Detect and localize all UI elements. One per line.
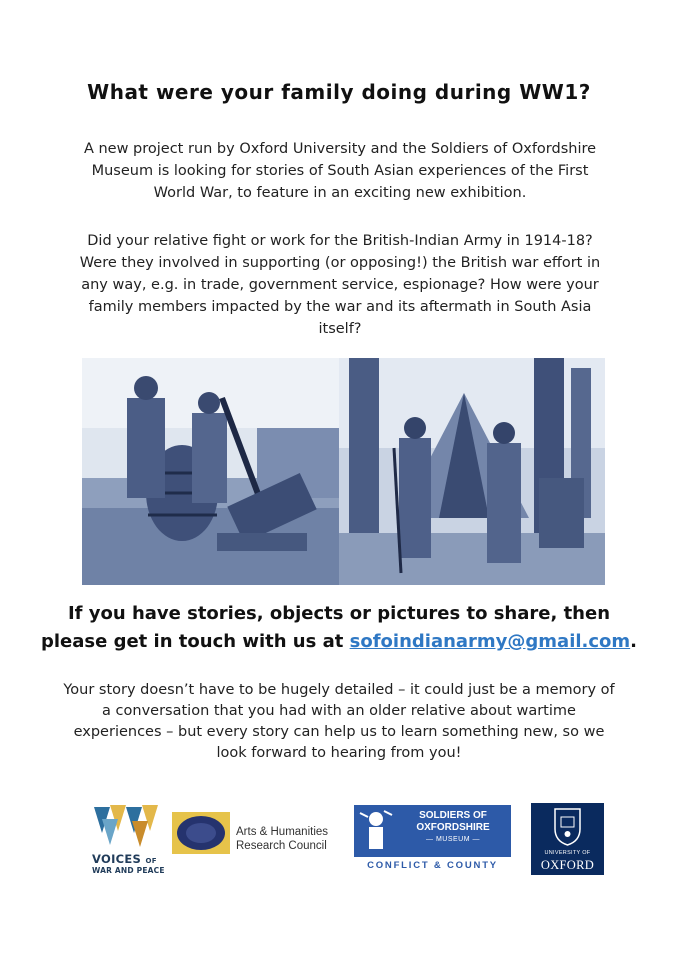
soldiers-of-oxfordshire-museum-logo: [354, 805, 512, 873]
cta-text: If you have stories, objects or pictures to share, then please get in touch with us at: [40, 603, 611, 652]
voices-logo-of: OF: [145, 857, 157, 865]
closing-paragraph: Your story doesn’t have to be hugely detailed – it could just be a memory of a conversation that you had with an older relative about wartime experiences – but every story can help us to learn something new, so we look forward to hearing from you!: [63, 682, 615, 761]
ahrc-emblem-icon: [172, 812, 230, 854]
sofo-logo-line1: SOLDIERS OF: [419, 810, 487, 821]
oxford-crest-icon: [531, 803, 604, 849]
oxford-logo-line1: UNIVERSITY OF: [544, 850, 591, 856]
voices-logo-line1: VOICES: [92, 852, 142, 866]
ahrc-logo: [172, 812, 352, 862]
page-title: What were your family doing during WW1?: [87, 80, 591, 104]
cta-end: .: [630, 631, 638, 652]
intro-paragraph: A new project run by Oxford University and the Soldiers of Oxfordshire Museum is looking for stories of South Asian experiences of the First World War, to feature in an exciting new exhibition.: [83, 141, 597, 201]
sofo-logo-line3: — MUSEUM —: [426, 836, 480, 843]
photo-soldiers-with-barrel: [82, 358, 339, 585]
oxford-logo-line2: OXFORD: [540, 858, 595, 872]
ahrc-logo-line2: Research Council: [236, 840, 327, 852]
email-link[interactable]: sofoindianarmy@gmail.com: [349, 631, 631, 652]
call-to-action: [40, 600, 638, 656]
sofo-logo-tagline: CONFLICT & COUNTY: [367, 860, 498, 871]
voices-of-war-and-peace-logo: [92, 803, 165, 875]
voices-logo-line2: WAR AND PEACE: [92, 866, 165, 875]
question-paragraph: Did your relative fight or work for the British-Indian Army in 1914-18? Were they involved in supporting (or opposing!) the British war effort in any way, e.g. in trade, government service, espionage? How were your family members impacted by the war and its aftermath in South Asia itself?: [79, 233, 601, 337]
university-of-oxford-logo: [531, 803, 604, 875]
soldier-silhouette-icon: [354, 805, 398, 857]
sofo-logo-line2: OXFORDSHIRE: [416, 822, 490, 833]
ahrc-logo-line1: Arts & Humanities: [236, 826, 329, 838]
photo-soldiers-by-tent: [339, 358, 605, 585]
bunting-flags-icon: [92, 803, 162, 849]
